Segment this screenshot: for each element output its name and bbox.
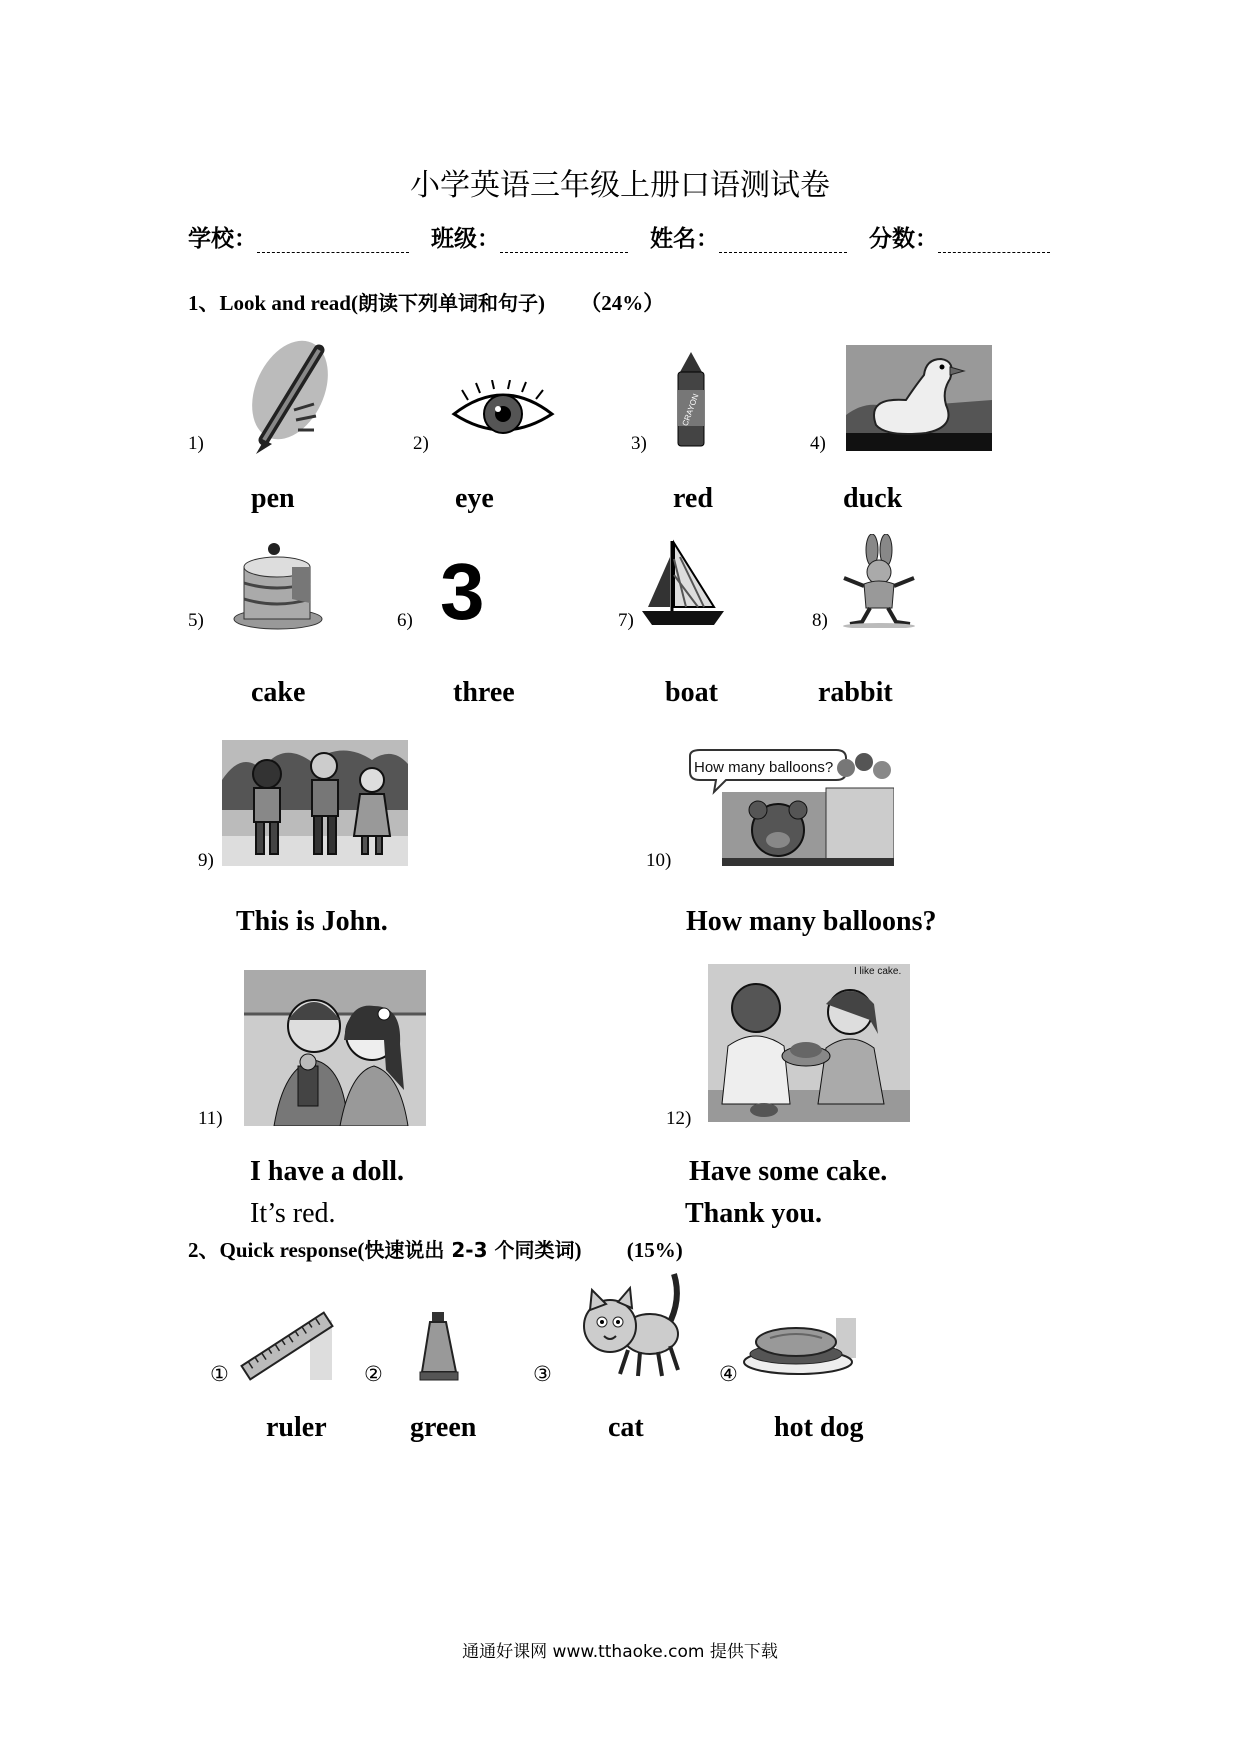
doll-scene-picture — [244, 970, 426, 1126]
item-number: 2) — [413, 433, 429, 454]
item-number: 3) — [631, 433, 647, 454]
sentence-i-have-a-doll: I have a doll. — [250, 1156, 405, 1187]
eye-icon — [448, 380, 558, 448]
section-1-heading: 1、Look and read(朗读下列单词和句子) （24%） — [188, 291, 665, 315]
item-number: 11) — [198, 1108, 223, 1129]
word-three: three — [453, 677, 515, 708]
section-1-percent: （24%） — [580, 291, 665, 315]
class-blank[interactable] — [500, 226, 628, 253]
student-info-row — [188, 220, 1064, 253]
footer-credit: 通通好课网 www.tthaoke.com 提供下载 — [462, 1642, 778, 1662]
school-label: 学校： — [188, 226, 257, 252]
three-digit: 3 — [440, 547, 485, 636]
class-label: 班级： — [431, 226, 501, 252]
crayon-icon — [666, 350, 716, 450]
pen-icon — [244, 340, 336, 455]
sentence-this-is-john: This is John. — [236, 906, 388, 937]
children-scene-picture — [222, 740, 408, 866]
word-cat: cat — [608, 1412, 644, 1443]
word-duck: duck — [843, 483, 903, 514]
boat-icon — [640, 537, 726, 629]
item-number: 7) — [618, 610, 634, 631]
speech-bubble-text: How many balloons? — [694, 759, 834, 776]
cat-icon — [578, 1270, 694, 1382]
word-boat: boat — [665, 677, 718, 708]
item-number: 9) — [198, 850, 214, 871]
item-number: 4) — [810, 433, 826, 454]
name-label: 姓名： — [650, 226, 720, 252]
balloons-scene-picture — [686, 748, 894, 866]
item-number: ④ — [719, 1362, 738, 1386]
rabbit-icon — [834, 534, 924, 628]
score-blank[interactable] — [938, 226, 1050, 253]
cake-icon — [232, 543, 324, 631]
item-number: 12) — [666, 1108, 692, 1129]
word-pen: pen — [251, 483, 295, 514]
scene-caption: I like cake. — [854, 966, 902, 977]
item-number: 8) — [812, 610, 828, 631]
cake-scene-picture — [708, 964, 910, 1122]
word-green: green — [410, 1412, 477, 1443]
hot-dog-icon — [740, 1318, 856, 1380]
word-cake: cake — [251, 677, 306, 708]
item-number: ① — [210, 1362, 229, 1386]
word-eye: eye — [455, 483, 494, 514]
item-number: 1) — [188, 433, 204, 454]
section-2-percent: (15%) — [626, 1238, 683, 1262]
word-rabbit: rabbit — [818, 677, 893, 708]
word-hot-dog: hot dog — [774, 1412, 864, 1443]
item-number: ② — [364, 1362, 383, 1386]
word-red: red — [673, 483, 713, 514]
sentence-its-red: It’s red. — [250, 1198, 336, 1229]
paint-tube-icon — [414, 1310, 462, 1382]
score-label: 分数： — [869, 226, 939, 252]
sentence-have-some-cake: Have some cake. — [689, 1156, 888, 1187]
item-number: 6) — [397, 610, 413, 631]
sentence-thank-you: Thank you. — [685, 1198, 822, 1229]
school-blank[interactable] — [257, 226, 409, 253]
item-number: ③ — [533, 1362, 552, 1386]
duck-icon — [846, 345, 992, 451]
item-number: 10) — [646, 850, 672, 871]
name-blank[interactable] — [719, 226, 847, 253]
item-number: 5) — [188, 610, 204, 631]
svg-text:CRAYON: CRAYON — [680, 392, 701, 428]
section-2-heading: 2、Quick response(快速说出 2-3 个同类词) (15%) — [188, 1238, 683, 1262]
page-title: 小学英语三年级上册口语测试卷 — [410, 168, 830, 203]
word-ruler: ruler — [266, 1412, 327, 1443]
ruler-icon — [240, 1310, 334, 1382]
sentence-how-many-balloons: How many balloons? — [686, 906, 937, 937]
